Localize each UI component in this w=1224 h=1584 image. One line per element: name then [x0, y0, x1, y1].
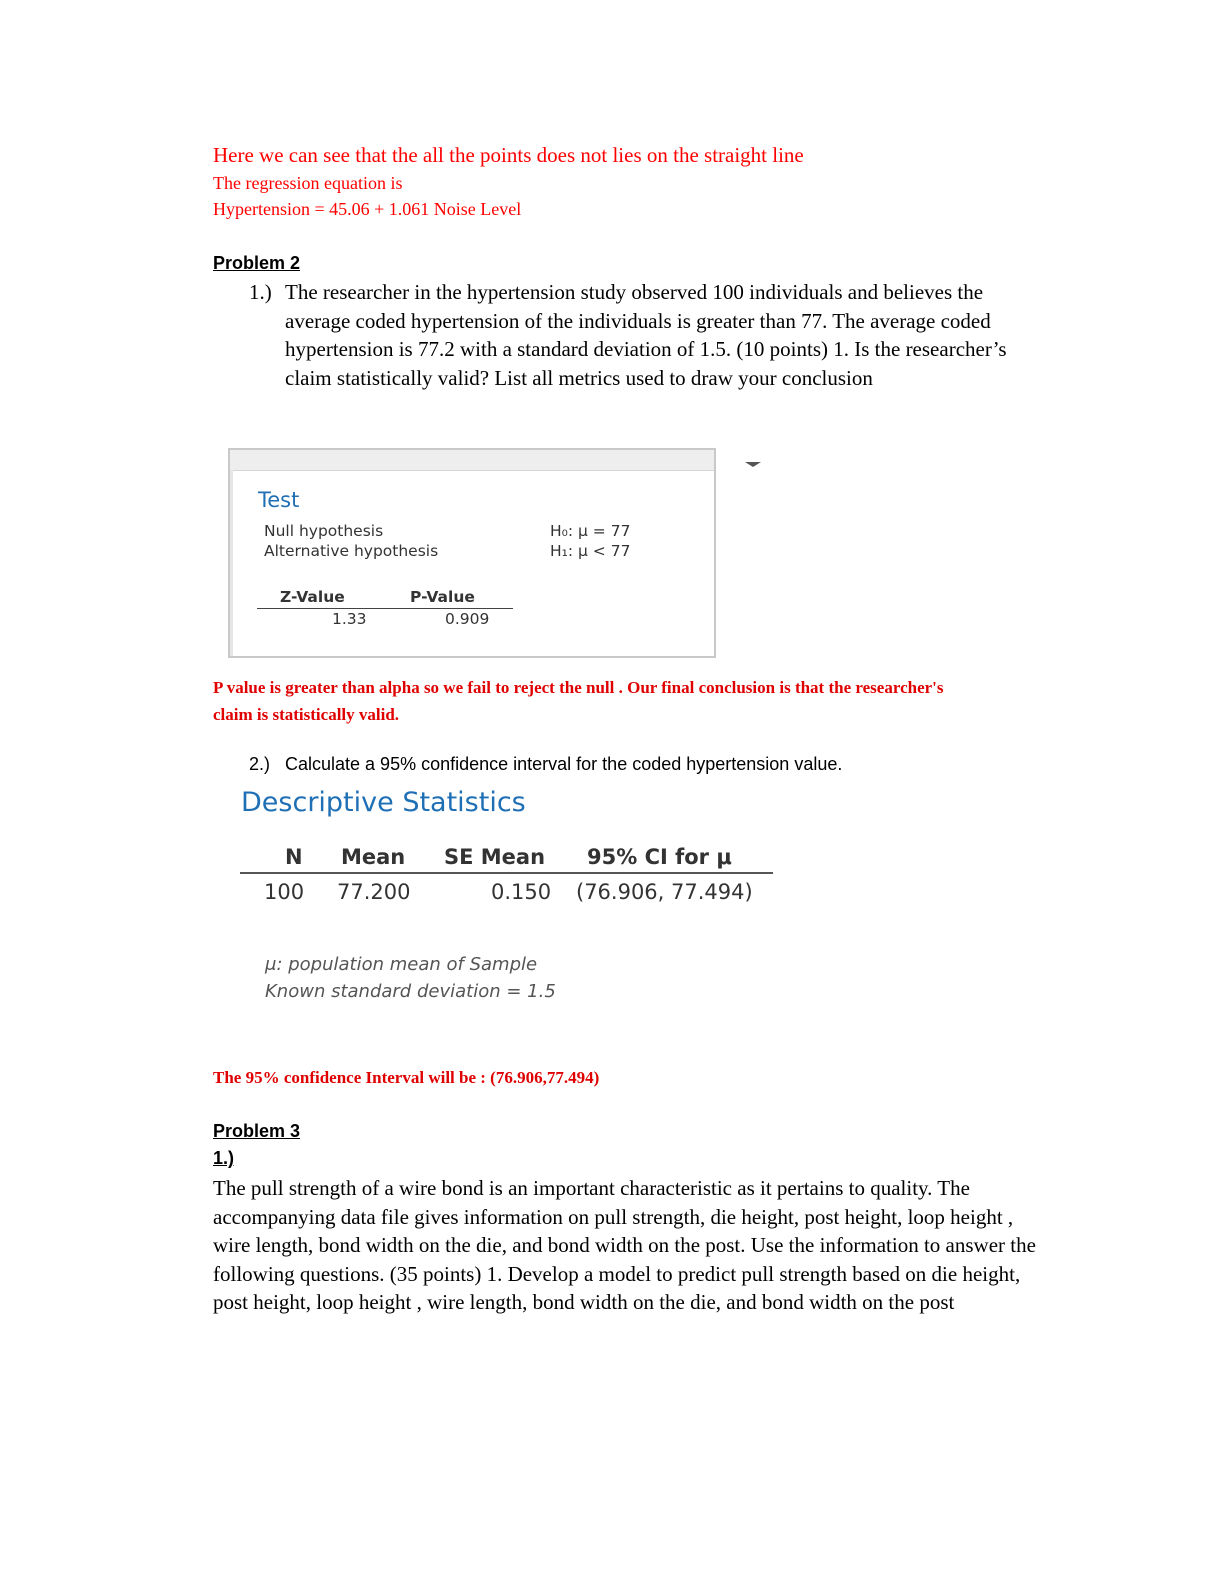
- desc-note-mu: μ: population mean of Sample: [265, 954, 538, 975]
- item1-line: average coded hypertension of the individuals is greater than 77. The average coded: [285, 308, 991, 333]
- intro-line-3: Hypertension = 45.06 + 1.061 Noise Level: [213, 199, 522, 219]
- problem3-line: post height, loop height , wire length, bond width on the die, and bond width on the post: [213, 1290, 955, 1314]
- problem2-item2-number: 2.): [249, 754, 271, 774]
- descriptive-statistics-title: Descriptive Statistics: [241, 787, 526, 818]
- col-n-header: N: [285, 845, 303, 869]
- problem2-item2-text: Calculate a 95% confidence interval for the coded hypertension value.: [285, 754, 843, 774]
- test-results-panel: [228, 448, 716, 658]
- intro-line-2: The regression equation is: [213, 173, 403, 193]
- dropdown-arrow-icon[interactable]: [745, 462, 761, 467]
- item1-line: hypertension is 77.2 with a standard deviation of 1.5. (10 points) 1. Is the researcher’s: [285, 337, 1007, 361]
- problem3-line: wire length, bond width on the die, and bond width on the post. Use the information to answer the: [213, 1233, 1036, 1257]
- cell-n: 100: [264, 880, 305, 904]
- problem2-item1-text: [285, 278, 1085, 392]
- col-se-mean-header: SE Mean: [444, 845, 546, 869]
- z-value-header: Z-Value: [280, 588, 345, 606]
- problem3-heading: Problem 3: [213, 1121, 301, 1141]
- problem3-sub-number: 1.): [213, 1148, 235, 1168]
- item1-line: claim statistically valid? List all metrics used to draw your conclusion: [285, 365, 873, 390]
- problem3-text: [213, 1174, 1113, 1317]
- conclusion-line: claim is statistically valid.: [213, 705, 400, 724]
- problem3-line: following questions. (35 points) 1. Develop a model to predict pull strength based on die height,: [213, 1261, 1021, 1286]
- problem2-item1-number: 1.): [249, 280, 272, 304]
- null-hypothesis-value: H₀: μ = 77: [550, 522, 631, 540]
- alt-hypothesis-label: Alternative hypothesis: [264, 542, 439, 560]
- table-rule: [257, 608, 513, 609]
- problem3-line: The pull strength of a wire bond is an important characteristic as it pertains to quality. The: [213, 1176, 970, 1200]
- col-mean-header: Mean: [341, 845, 406, 869]
- col-ci-header: 95% CI for μ: [587, 845, 732, 869]
- p-value-header: P-Value: [410, 588, 475, 606]
- intro-line-1: Here we can see that the all the points does not lies on the straight line: [213, 143, 804, 167]
- p-value: 0.909: [445, 610, 490, 628]
- problem2-heading: Problem 2: [213, 253, 301, 273]
- item1-line: The researcher in the hypertension study observed 100 individuals and believes the: [285, 280, 984, 304]
- p-value-conclusion: [213, 674, 1093, 728]
- z-value: 1.33: [332, 610, 367, 628]
- desc-note-sd: Known standard deviation = 1.5: [265, 981, 556, 1002]
- alt-hypothesis-value: H₁: μ < 77: [550, 542, 631, 560]
- test-title: Test: [258, 488, 300, 512]
- panel-topbar: [230, 450, 714, 471]
- null-hypothesis-label: Null hypothesis: [264, 522, 384, 540]
- problem3-line: accompanying data file gives information on pull strength, die height, post height, loop height ,: [213, 1204, 1014, 1229]
- desc-table-rule: [240, 872, 773, 874]
- ci-answer: The 95% confidence Interval will be : (76.906,77.494): [213, 1068, 600, 1087]
- cell-ci: (76.906, 77.494): [576, 880, 753, 904]
- cell-se-mean: 0.150: [491, 880, 552, 904]
- cell-mean: 77.200: [337, 880, 411, 904]
- conclusion-line: P value is greater than alpha so we fail to reject the null . Our final conclusion is that the researcher's: [213, 678, 944, 697]
